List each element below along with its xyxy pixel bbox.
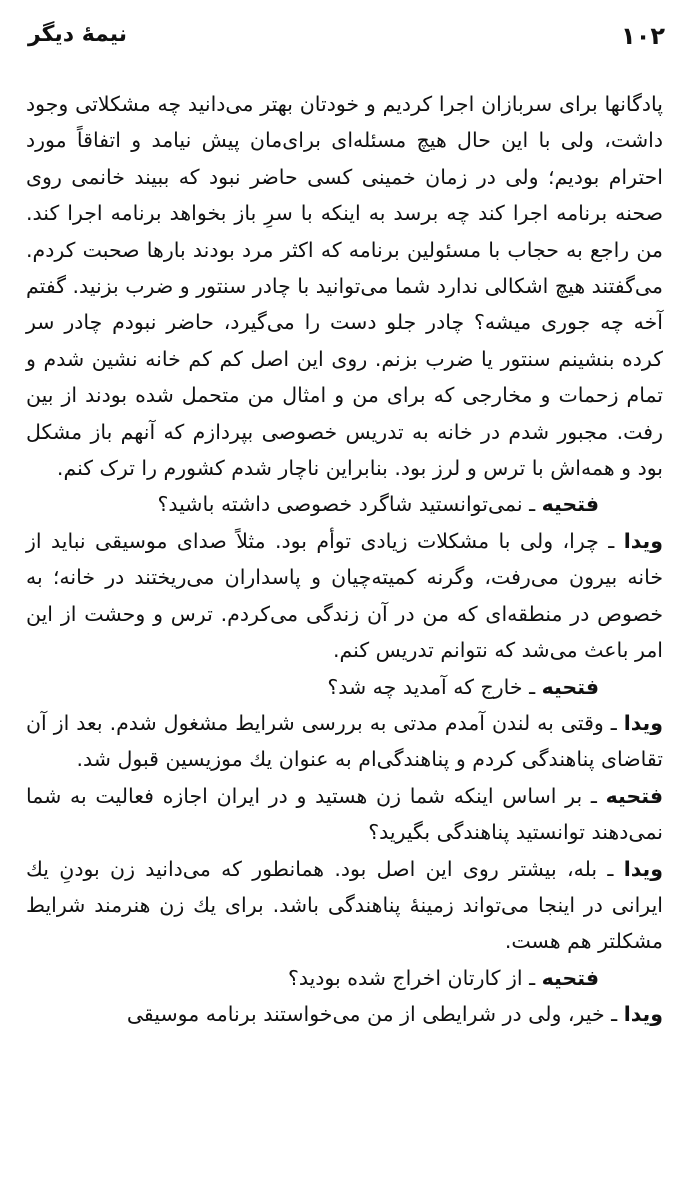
- interview-question: [26, 960, 663, 996]
- speaker-name: فتحیه: [541, 674, 599, 699]
- speaker-name: فتحیه: [541, 492, 599, 517]
- speaker-name: فتحیه: [541, 965, 599, 990]
- speaker-name: ویدا: [623, 710, 663, 735]
- paragraph: پادگانها برای سربازان اجرا کردیم و خودتان بهتر می‌دانید چه مشکلاتی وجود داشت، ولی با این حال هیچ مسئله‌ای برای‌مان پیش نیامد و اتفاقاً مورد احترام بودیم؛ ولی در زمان خمینی کسی حاضر نبود که ببیند خانمی روی صحنه برنامه اجرا کند چه برسد به اینکه با سرِ باز بخواهد برنامه اجرا کند. من راجع به حجاب با مسئولین برنامه که اکثر مرد بودند بارها صحبت کردم. می‌گفتند هیچ اشکالی ندارد شما می‌توانید با چادر سنتور و ضرب بزنید. گفتم آخه چه جوری میشه؟ چادر جلو دست را می‌گیرد، حاضر نبودم چادر سر کرده بنشینم سنتور یا ضرب بزنم. روی این اصل کم کم خانه نشین شدم و تمام زحمات و مخارجی که برای من و امثال من متحمل شده بودند از بین رفت. مجبور شدم در خانه به تدریس خصوصی بپردازم که آنهم باز مشکل بود و همه‌اش با ترس و لرز بود. بنابراین ناچار شدم کشورم را ترک کنم.: [26, 92, 663, 481]
- running-title: نیمهٔ دیگر: [28, 22, 128, 47]
- utterance: ـ از کارتان اخراج شده بودید؟: [287, 965, 542, 990]
- utterance: ـ خیر، ولی در شرایطی از من می‌خواستند برنامه موسیقی: [126, 1002, 624, 1027]
- utterance: ـ بر اساس اینکه شما زن هستید و در ایران اجازه فعالیت به شما نمی‌دهند توانستید پناهندگی بگیرید؟: [26, 783, 663, 845]
- interview-answer: [26, 996, 663, 1032]
- utterance: ـ خارج که آمدید چه شد؟: [327, 674, 542, 699]
- page-header: [28, 18, 665, 58]
- interview-question: [26, 778, 663, 851]
- utterance: ـ بله، بیشتر روی این اصل بود. همانطور که می‌دانید زن بودنِ یك ایرانی در اینجا می‌تواند زمینهٔ پناهندگی باشد. برای یك زن هنرمند شرایط مشکلتر هم هست.: [26, 856, 663, 954]
- page-number: ۱۰۲: [621, 22, 665, 50]
- utterance: ـ نمی‌توانستید شاگرد خصوصی داشته باشید؟: [157, 492, 542, 517]
- speaker-name: ویدا: [623, 528, 663, 553]
- speaker-name: ویدا: [623, 856, 663, 881]
- speaker-name: ویدا: [623, 1002, 663, 1027]
- speaker-name: فتحیه: [605, 783, 663, 808]
- interview-answer: [26, 851, 663, 960]
- utterance: ـ چرا، ولی با مشکلات زیادی توأم بود. مثلاً صدای موسیقی نباید از خانه بیرون می‌رفت، وگرنه کمیته‌چیان و پاسداران می‌ریختند در خانه؛ به خصوص در منطقه‌ای که من در آن زندگی می‌کردم. ترس و وحشت از این امر باعث می‌شد که نتوانم تدریس کنم.: [26, 528, 663, 663]
- body-text: [26, 86, 663, 1033]
- interview-answer: [26, 523, 663, 669]
- interview-question: [26, 486, 663, 522]
- interview-answer: [26, 705, 663, 778]
- interview-question: [26, 669, 663, 705]
- utterance: ـ وقتی به لندن آمدم مدتی به بررسی شرایط مشغول شدم. بعد از آن تقاضای پناهندگی کردم و پناهندگی‌ام به عنوان یك موزیسین قبول شد.: [26, 710, 663, 772]
